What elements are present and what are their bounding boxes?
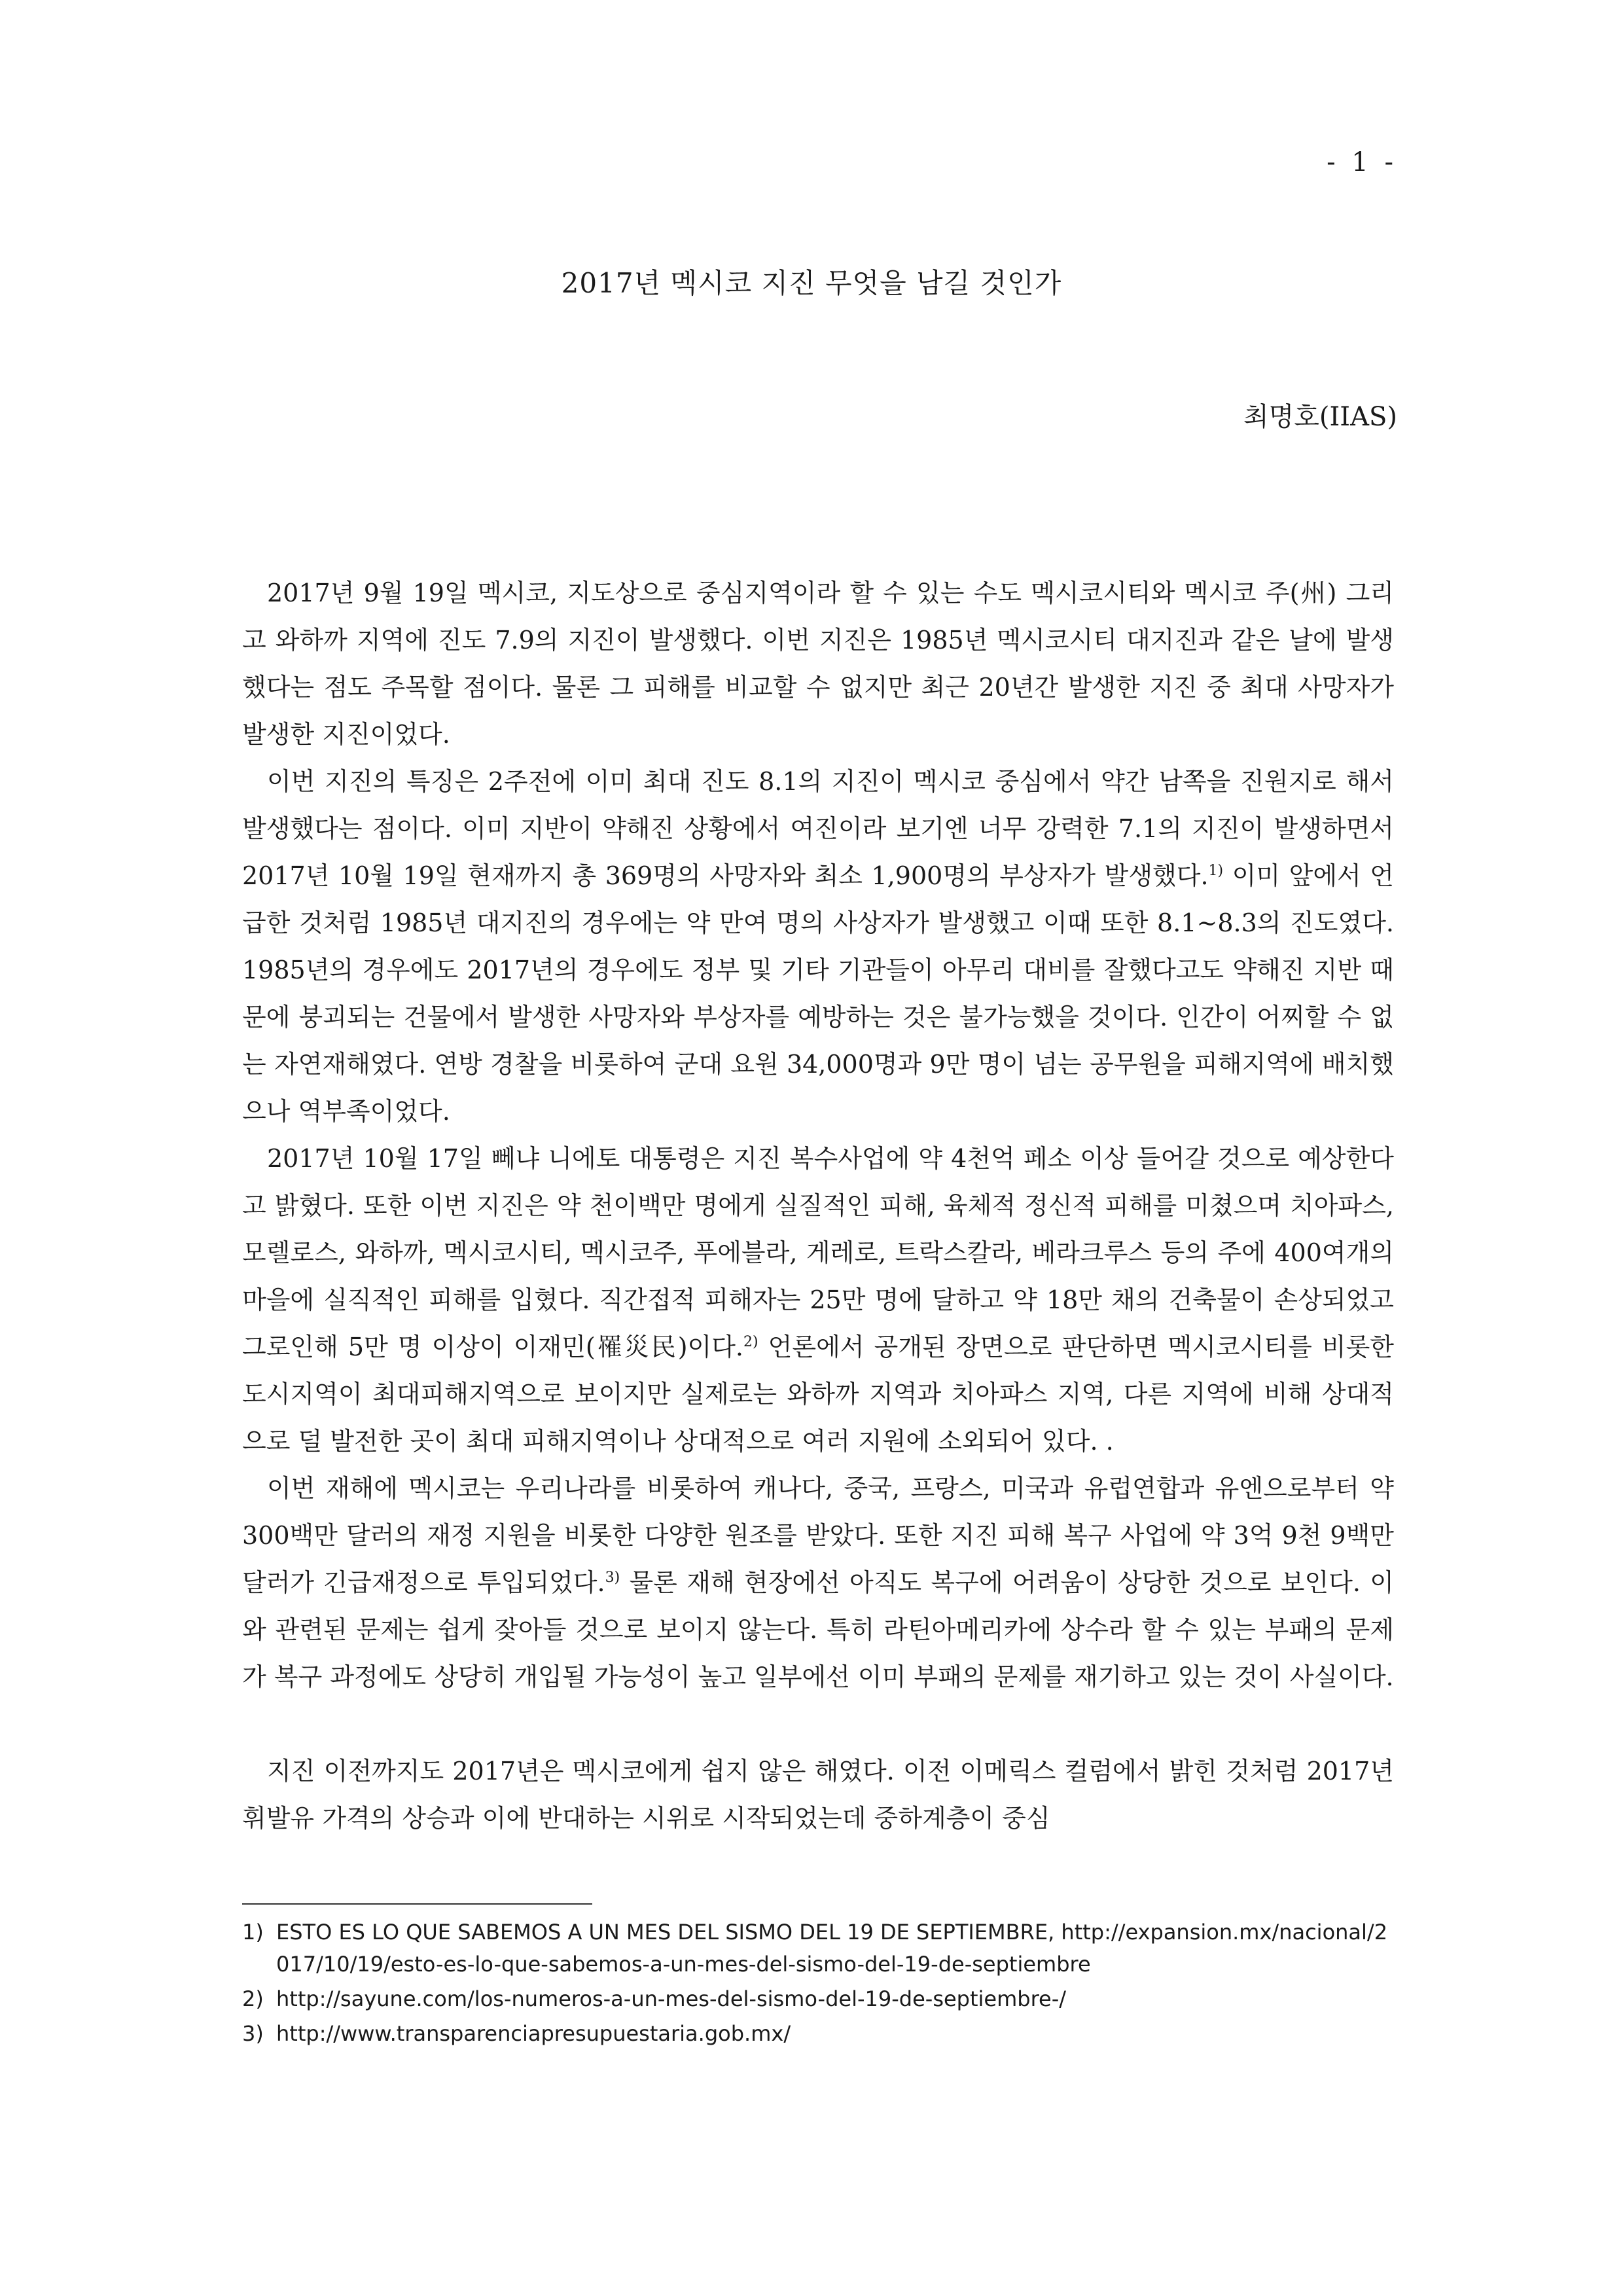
- paragraph-text: 지진 이전까지도 2017년은 멕시코에게 쉽지 않은 해였다. 이전 이메릭스 컬럼에서 밝힌 것처럼 2017년 휘발유 가격의 상승과 이에 반대하는 시위로 시작되었는데 중하계층이 중심: [242, 1757, 1394, 1833]
- footnote-3: [242, 2018, 1394, 2050]
- footnotes: [242, 1916, 1394, 2053]
- paragraph-text: 이번 재해에 멕시코는 우리나라를 비롯하여 캐나다, 중국, 프랑스, 미국과 유럽연합과 유엔으로부터 약 300백만 달러의 재정 지원을 비롯한 다양한 원조를 받았다. 또한 지진 피해 복구 사업에 약 3억 9천 9백만 달러가 긴급재정으로 투입되었다.: [242, 1474, 1394, 1597]
- footnote-marker: 1): [242, 1920, 264, 1945]
- footnote-marker: 3): [242, 2021, 264, 2046]
- paragraph-text: 언론에서 공개된 장면으로 판단하면 멕시코시티를 비롯한 도시지역이 최대피해지역으로 보이지만 실제로는 와하까 지역과 치아파스 지역, 다른 지역에 비해 상대적으로 덜 발전한 곳이 최대 피해지역이나 상대적으로 여러 지원에 소외되어 있다. .: [242, 1333, 1394, 1456]
- footnote-ref-2[interactable]: 2): [743, 1334, 758, 1350]
- paragraph-text: 이미 앞에서 언급한 것처럼 1985년 대지진의 경우에는 약 만여 명의 사상자가 발생했고 이때 또한 8.1~8.3의 진도였다. 1985년의 경우에도 2017년의 경우에도 정부 및 기타 기관들이 아무리 대비를 잘했다고도 약해진 지반 때문에 붕괴되는 건물에서 발생한 사망자와 부상자를 예방하는 것은 불가능했을 것이다. 인간이 어찌할 수 없는 자연재해였다. 연방 경찰을 비롯하여 군대 요원 34,000명과 9만 명이 넘는 공무원을 피해지역에 배치했으나 역부족이었다.: [242, 861, 1394, 1126]
- footnote-ref-1[interactable]: 1): [1208, 863, 1224, 879]
- paragraph-text: 2017년 10월 17일 뻬냐 니에토 대통령은 지진 복수사업에 약 4천억 페소 이상 들어갈 것으로 예상한다고 밝혔다. 또한 이번 지진은 약 천이백만 명에게 실질적인 피해, 육체적 정신적 피해를 미쳤으며 치아파스, 모렐로스, 와하까, 멕시코시티, 멕시코주, 푸에블라, 게레로, 트락스칼라, 베라크루스 등의 주에 400여개의 마을에 실직적인 피해를 입혔다. 직간접적 피해자는 25만 명에 달하고 약 18만 채의 건축물이 손상되었고 그로인해 5만 명 이상이 이재민(罹災民)이다.: [242, 1144, 1394, 1361]
- footnote-1: [242, 1916, 1394, 1981]
- paragraph-text: 2017년 9월 19일 멕시코, 지도상으로 중심지역이라 할 수 있는 수도 멕시코시티와 멕시코 주(州) 그리고 와하까 지역에 진도 7.9의 지진이 발생했다. 이번 지진은 1985년 멕시코시티 대지진과 같은 날에 발생했다는 점도 주목할 점이다. 물론 그 피해를 비교할 수 없지만 최근 20년간 발생한 지진 중 최대 사망자가 발생한 지진이었다.: [242, 579, 1394, 749]
- footnote-ref-3[interactable]: 3): [605, 1570, 620, 1586]
- footnote-2: [242, 1983, 1394, 2015]
- body-paragraph-3: [242, 1135, 1394, 1465]
- body-paragraph-2: [242, 758, 1394, 1135]
- author-byline: 최명호(IIAS): [1243, 402, 1397, 432]
- document-title: 2017년 멕시코 지진 무엇을 남길 것인가: [561, 267, 1062, 299]
- body-paragraph-1: [242, 569, 1394, 758]
- article-body: [242, 569, 1394, 1842]
- footnote-marker: 2): [242, 1986, 264, 2011]
- footnote-divider: [242, 1903, 592, 1905]
- footnote-text[interactable]: http://www.transparenciapresupuestaria.gob.mx/: [276, 2021, 791, 2046]
- body-paragraph-4: [242, 1465, 1394, 1700]
- footnote-text[interactable]: ESTO ES LO QUE SABEMOS A UN MES DEL SISMO DEL 19 DE SEPTIEMBRE, http://expansion.mx/nacional/2017/10/19/esto-es-lo-que-sabemos-a-un-mes-del-sismo-del-19-de-septiembre: [276, 1920, 1388, 1977]
- body-paragraph-5: [242, 1748, 1394, 1842]
- paragraph-text: 물론 재해 현장에선 아직도 복구에 어려움이 상당한 것으로 보인다. 이와 관련된 문제는 쉽게 잦아들 것으로 보이지 않는다. 특히 라틴아메리카에 상수라 할 수 있는 부패의 문제가 복구 과정에도 상당히 개입될 가능성이 높고 일부에선 이미 부패의 문제를 재기하고 있는 것이 사실이다.: [242, 1568, 1394, 1691]
- paragraph-text: 이번 지진의 특징은 2주전에 이미 최대 진도 8.1의 지진이 멕시코 중심에서 약간 남쪽을 진원지로 해서 발생했다는 점이다. 이미 지반이 약해진 상황에서 여진이라 보기엔 너무 강력한 7.1의 지진이 발생하면서 2017년 10월 19일 현재까지 총 369명의 사망자와 최소 1,900명의 부상자가 발생했다.: [242, 767, 1394, 890]
- footnote-text[interactable]: http://sayune.com/los-numeros-a-un-mes-del-sismo-del-19-de-septiembre-/: [276, 1986, 1067, 2011]
- page-number: - 1 -: [1327, 147, 1397, 177]
